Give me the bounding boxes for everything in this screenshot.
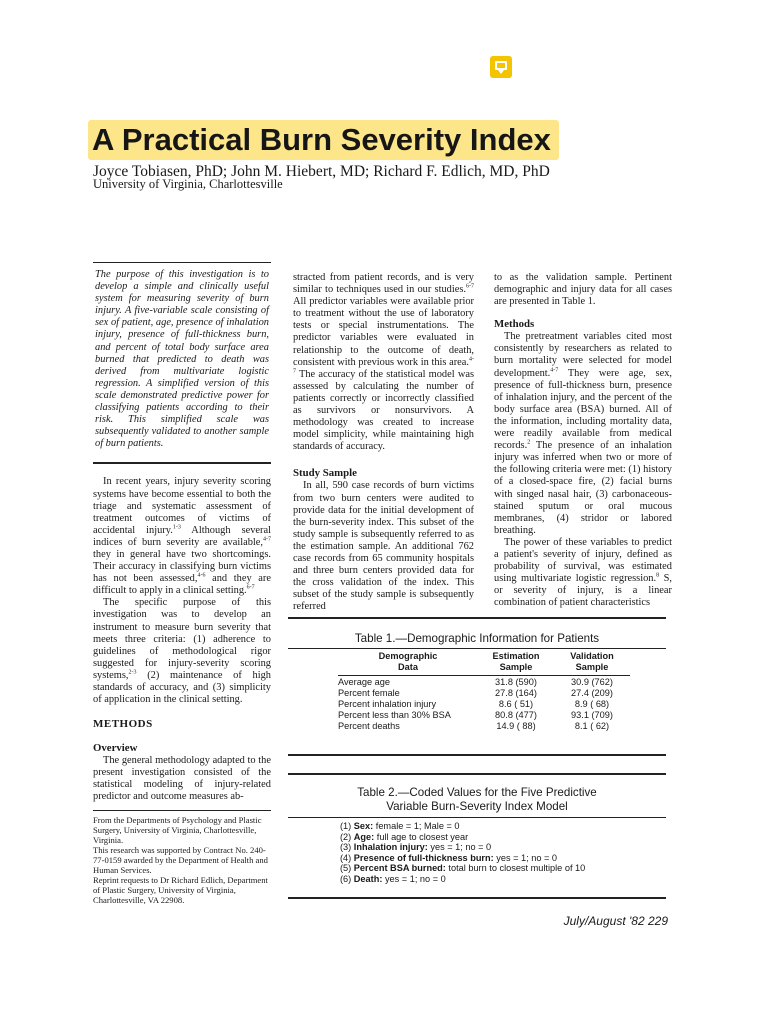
table1-caption: Table 1.—Demographic Information for Patients xyxy=(354,632,600,645)
table-row xyxy=(338,688,630,699)
table1-cell: 93.1 (709) xyxy=(571,710,613,720)
study-sample-heading: Study Sample xyxy=(293,467,357,480)
table2-bottom-rule xyxy=(288,897,666,899)
list-item xyxy=(340,863,666,874)
table1-cell: 14.9 ( 88) xyxy=(496,721,536,731)
overview-paragraph: The general methodology adapted to the present investigation consisted of the statistical modeling of injury-related predictor and outcome measures ab- xyxy=(93,755,271,803)
footnote-reprints: Reprint requests to Dr Richard Edlich, Department of Plastic Surgery, University of Virginia, Charlottesville, VA 22908. xyxy=(93,875,268,906)
table2-item-number: (1) xyxy=(340,821,352,831)
regression-paragraph: The power of these variables to predict a patient's severity of injury, defined as probability of survival, was estimated using multivariate logistic regression.$^8$ S, or severity of injury, is a linear combination of patient characteristics xyxy=(494,536,672,609)
table1-row-label: Percent female xyxy=(338,688,400,698)
table2-item-value: yes = 1; no = 0 xyxy=(382,873,446,884)
table1-cell: 31.8 (590) xyxy=(495,677,537,687)
table2-item-label: Death: xyxy=(353,873,383,884)
table2-item-number: (3) xyxy=(340,842,352,853)
table-row xyxy=(338,677,630,688)
list-item xyxy=(340,853,666,864)
comment-note-icon[interactable] xyxy=(490,56,512,78)
authors: Joyce Tobiasen, PhD; John M. Hiebert, MD; Richard F. Edlich, MD, PhD xyxy=(93,163,550,180)
table2-item-label: Inhalation injury: xyxy=(353,842,428,853)
article-title: A Practical Burn Severity Index xyxy=(88,120,559,160)
intro-paragraph: In recent years, injury severity scoring systems have become essential to both the triage and systematic assessment of treatment outcomes of victims of accidental injury.$^{1-3}$ Although several indices of burn severity are available,$^{4-7}$ they in general have two shortcomings. Their accuracy in classifying burn victims has not been assessed,$^{4-6}$ and they are difficult to apply in a clinical setting.$^{6-7}$ xyxy=(93,476,271,597)
table1-row-label: Average age xyxy=(338,677,390,687)
table1-subheader-rule xyxy=(338,675,630,676)
table-row xyxy=(338,699,630,710)
tables-block xyxy=(288,617,666,899)
footnote-funding: This research was supported by Contract No. 240-77-0159 awarded by the Department of Health and Human Services. xyxy=(93,844,268,876)
table2-item-value: total burn to closest multiple of 10 xyxy=(445,863,586,874)
table1-cell: 30.9 (762) xyxy=(571,677,613,687)
table1-bottom-rule xyxy=(288,754,666,756)
table1-body xyxy=(338,677,630,732)
table2-caption-line2: Variable Burn-Severity Index Model xyxy=(386,800,568,813)
table2-item-value: female = 1; Male = 0 xyxy=(373,821,460,831)
table1-row-label: Percent deaths xyxy=(338,721,400,731)
table1-cell: 27.4 (209) xyxy=(571,688,613,698)
abstract-top-rule xyxy=(93,262,271,263)
abstract: The purpose of this investigation is to develop a simple and clinically useful system for measuring severity of burn injury. A five-variable scale consisting of sex of patient, age, presence of inhalation injury, presence of full-thickness burn, and percent of total body surface area burned that predicted to death was derived from multivariate logistic regression. A simplified version of this scale demonstrated predictive power for classifying patients according to their risk. This simplified scale was subsequently validated to another sample of burn patients. xyxy=(95,269,269,450)
list-item xyxy=(340,832,666,843)
column-2 xyxy=(293,272,474,613)
table2-item-number: (2) xyxy=(340,831,352,842)
table2-item-label: Presence of full-thickness burn: xyxy=(353,852,494,863)
table2-item-value: full age to closest year xyxy=(374,831,469,842)
footnote-departments: From the Departments of Psychology and Plastic Surgery, University of Virginia, Charlottesville, Virginia. xyxy=(93,814,262,845)
variables-paragraph: The pretreatment variables cited most consistently by researchers as related to burn mortality were selected for model development.$^{4-7}$ They were age, sex, presence of full-thickness burn, presence of inhalation injury, and the percent of the body surface area (BSA) burned. All of the information, including mortality data, were readily available from medical records.$^2$ The presence of an inhalation injury was inferred when two or more of the following criteria were met: (1) history of a closed-space fire, (2) facial burns with singed nasal hair, (3) carbonaceous-stained sputum or oral mucous membranes, (4) stridor or labored breathing. xyxy=(494,331,672,536)
table2-top-rule xyxy=(288,773,666,775)
table2-header-rule xyxy=(288,817,666,818)
table1-cell: 8.1 ( 62) xyxy=(574,721,610,731)
abstract-bottom-rule xyxy=(93,462,271,464)
table2-item-number: (5) xyxy=(340,863,352,874)
table2-item-value: yes = 1; no = 0 xyxy=(493,852,558,863)
table-row xyxy=(338,721,630,732)
table1-cell: 27.8 (164) xyxy=(495,688,537,698)
footnote-rule xyxy=(93,810,271,811)
table1-header-rule xyxy=(288,648,666,649)
table1-cell: 80.8 (477) xyxy=(495,710,537,720)
table1-cell: 8.9 ( 68) xyxy=(574,699,610,709)
methods-subheading: Methods xyxy=(494,318,535,331)
purpose-paragraph: The specific purpose of this investigation was to develop an instrument to measure burn severity that meets three criteria: (1) adherence to guidelines of methodological rigor suggested for injury-severity scoring systems,$^{2-3}$ (2) maintenance of high standards of accuracy, and (3) simplicity of application in the clinical setting. xyxy=(93,597,271,706)
column-3 xyxy=(494,272,672,609)
page-footer: July/August '82 229 xyxy=(563,914,668,928)
table2-item-label: Age: xyxy=(353,831,375,842)
table1-header-validation: Validation Sample xyxy=(570,651,614,672)
table2-item-value: yes = 1; no = 0 xyxy=(427,842,492,853)
affiliation: University of Virginia, Charlottesville xyxy=(93,177,283,191)
table1-row-label: Percent less than 30% BSA xyxy=(338,710,451,720)
table1-top-rule xyxy=(288,617,666,619)
table1-row-label: Percent inhalation injury xyxy=(338,699,437,709)
methods-heading: METHODS xyxy=(93,718,153,731)
table2-list xyxy=(288,821,666,885)
validation-paragraph: to as the validation sample. Pertinent demographic and injury data for all cases are presented in Table 1. xyxy=(494,272,672,308)
list-item xyxy=(340,842,666,853)
table1-header-estimation: Estimation Sample xyxy=(492,651,540,672)
table2-item-label: Sex: xyxy=(353,821,374,831)
list-item xyxy=(340,874,666,885)
table1-header-row xyxy=(338,651,630,673)
table2-item-number: (4) xyxy=(340,852,352,863)
table-row xyxy=(338,710,630,721)
table1 xyxy=(338,651,630,732)
study-sample-paragraph: In all, 590 case records of burn victims from two burn centers were audited to provide data for the initial development of the burn-severity index. This subset of the study sample is subsequently referred to as the estimation sample. An additional 762 case records from 65 community hospitals and three burn centers provided data for the cross validation of the index. This subset of the study sample is subsequently referred xyxy=(293,480,474,613)
column-1 xyxy=(93,262,271,905)
table2-item-number: (6) xyxy=(340,873,352,884)
table2-caption-line1: Table 2.—Coded Values for the Five Predictive xyxy=(357,786,597,799)
table1-header-demographic: Demographic Data xyxy=(378,651,438,672)
table2-item-label: Percent BSA burned: xyxy=(353,863,446,874)
footnotes xyxy=(93,815,271,906)
list-item xyxy=(340,821,666,832)
table1-cell: 8.6 ( 51) xyxy=(498,699,534,709)
overview-heading: Overview xyxy=(93,742,138,755)
methods-continued-paragraph: stracted from patient records, and is very similar to techniques used in our studies.$^{6-7}$ All predictor variables were available prior to treatment without the use of laboratory tests or special instrumentations. The predictor variables were evaluated in relationship to the outcome of death, consistent with previous work in this area.$^{4-7}$ The accuracy of the statistical model was assessed by calculating the number of patients correctly or incorrectly classified as survivors or nonsurvivors. A methodology was created to increase model simplicity, while maintaining high standards of accuracy. xyxy=(293,272,474,453)
